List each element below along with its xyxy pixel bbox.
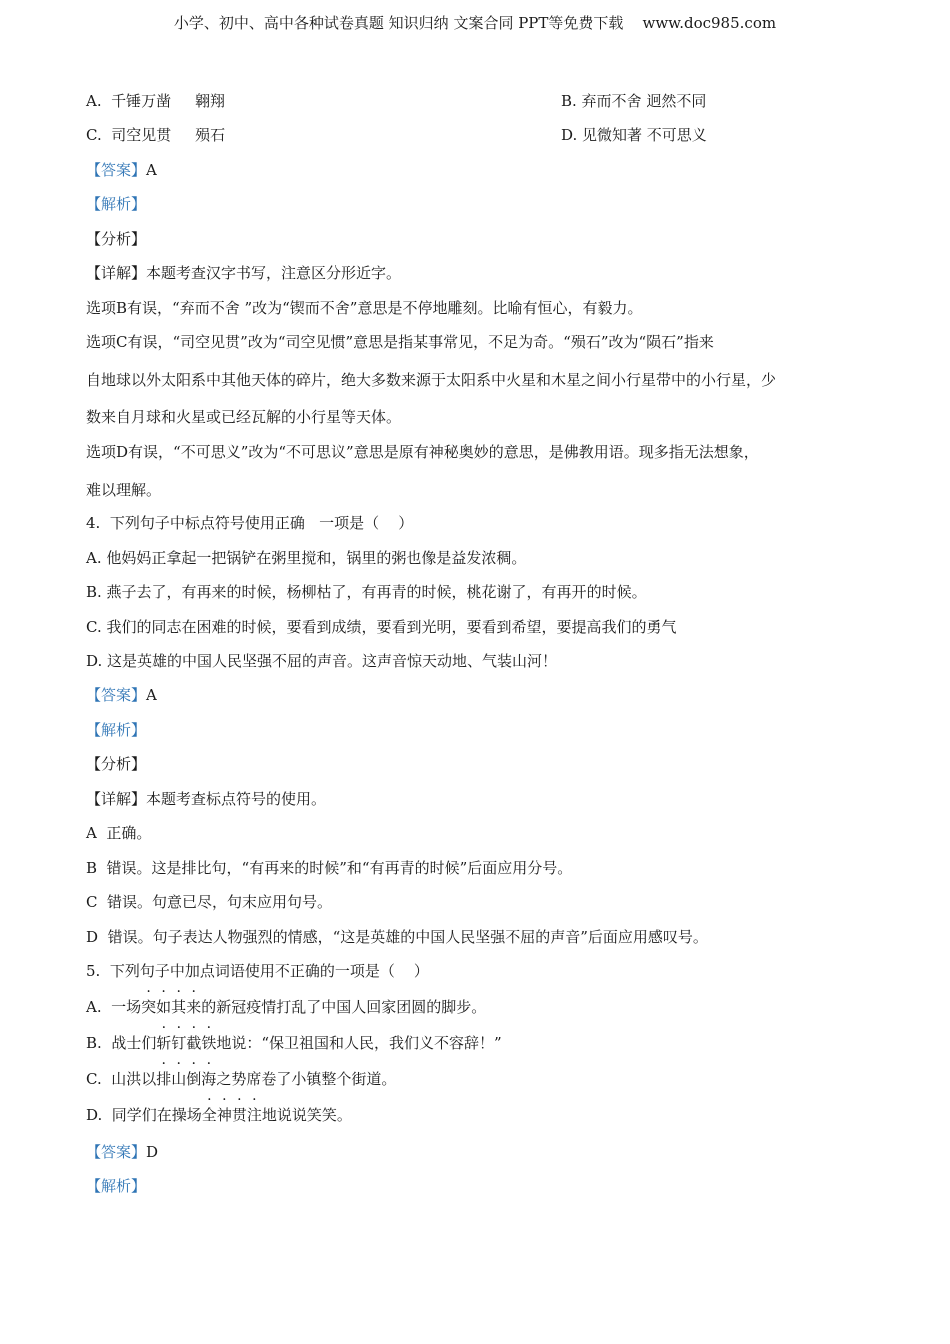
- q5-option-a: [86, 996, 486, 1017]
- q5-answer: [86, 1141, 158, 1162]
- q4-option-d: D. 这是英雄的中国人民坚强不屈的声音。这声音惊天动地、气装山河！: [86, 652, 558, 670]
- emphasis-char: 斩: [156, 1034, 172, 1052]
- answer-value: D: [146, 1143, 159, 1161]
- answer-value: A: [146, 686, 157, 704]
- option-prefix: A. 一场: [86, 998, 142, 1016]
- q3-explanation-line: 数来自月球和火星或已经瓦解的小行星等天体。: [86, 408, 402, 426]
- emphasis-char: 全: [201, 1106, 217, 1124]
- emphasis-char: 排: [156, 1070, 172, 1088]
- emphasis-char: 山: [171, 1070, 187, 1088]
- emphasis-char: 钉: [171, 1034, 187, 1052]
- q3-option-d: D. 见微知著 不可思义: [561, 126, 707, 144]
- q4-explanation-line: B 错误。这是排比句，“有再来的时候”和“有再青的时候”后面应用分号。: [86, 859, 573, 877]
- q4-fenxi-label: 【分析】: [86, 755, 147, 773]
- option-prefix: B. 战士们: [86, 1034, 157, 1052]
- answer-value: A: [146, 161, 157, 179]
- emphasis-char: 海: [201, 1070, 217, 1088]
- detail-text: 本题考查标点符号的使用。: [146, 790, 327, 808]
- option-suffix: 的新冠疫情打乱了中国人回家团圆的脚步。: [201, 998, 487, 1016]
- q4-option-c: C. 我们的同志在困难的时候，要看到成绩，要看到光明，要看到希望，要提高我们的勇气: [86, 618, 677, 636]
- option-suffix: 之势席卷了小镇整个街道。: [216, 1070, 397, 1088]
- option-prefix: D. 同学们在操场: [86, 1106, 202, 1124]
- q4-option-b: B. 燕子去了，有再来的时候，杨柳枯了，有再青的时候，桃花谢了，有再开的时候。: [86, 583, 647, 601]
- emphasis-char: 铁: [201, 1034, 217, 1052]
- option-prefix: C. 山洪以: [86, 1070, 157, 1088]
- emphasis-char: 其: [171, 998, 187, 1016]
- emphasis-char: 来: [186, 998, 202, 1016]
- q3-option-a: A. 千锤万凿 翱翔: [86, 92, 225, 110]
- q3-analysis-label: 【解析】: [86, 195, 147, 213]
- q3-detail: [86, 262, 401, 283]
- emphasis-char: 如: [156, 998, 172, 1016]
- emphasis-char: 截: [186, 1034, 202, 1052]
- dotted-phrase: [202, 1106, 262, 1124]
- detail-text: 本题考查汉字书写，注意区分形近字。: [146, 264, 402, 282]
- q3-option-c: C. 司空见贯 殒石: [86, 126, 226, 144]
- q4-analysis-label: 【解析】: [86, 721, 147, 739]
- q4-detail: [86, 788, 326, 809]
- dotted-phrase: [156, 1034, 216, 1052]
- q5-stem: 5. 下列句子中加点词语使用不正确的一项是（ ）: [86, 962, 429, 980]
- q4-answer: [86, 684, 157, 705]
- q4-explanation-line: A 正确。: [86, 824, 152, 842]
- emphasis-char: 突: [141, 998, 157, 1016]
- q3-option-row-1: [86, 90, 707, 111]
- q3-explanation-line: 选项C有误，“司空见贯”改为“司空见惯”意思是指某事常见，不足为奇。“殒石”改为“陨石”指来: [86, 333, 714, 351]
- option-suffix: 地说说笑笑。: [261, 1106, 352, 1124]
- option-suffix: 地说：“保卫祖国和人民，我们义不容辞！”: [216, 1034, 502, 1052]
- answer-label: 【答案】: [86, 1143, 147, 1161]
- emphasis-char: 神: [216, 1106, 232, 1124]
- q5-option-c: [86, 1068, 396, 1089]
- q4-explanation-line: C 错误。句意已尽，句末应用句号。: [86, 893, 333, 911]
- dotted-phrase: [141, 998, 201, 1016]
- answer-label: 【答案】: [86, 686, 147, 704]
- page-header: 小学、初中、高中各种试卷真题 知识归纳 文案合同 PPT等免费下载 www.doc985.com: [173, 14, 777, 32]
- q3-explanation-line: 选项D有误，“不可思义”改为“不可思议”意思是原有神秘奥妙的意思，是佛教用语。现多指无法想象，: [86, 443, 759, 461]
- q3-fenxi-label: 【分析】: [86, 230, 147, 248]
- q5-analysis-label: 【解析】: [86, 1177, 147, 1195]
- q3-option-b: B. 弃而不舍 迥然不同: [561, 92, 707, 110]
- q5-option-b: [86, 1032, 502, 1053]
- emphasis-char: 贯: [231, 1106, 247, 1124]
- q4-explanation-line: D 错误。句子表达人物强烈的情感，“这是英雄的中国人民坚强不屈的声音”后面应用感叹号。: [86, 928, 708, 946]
- q3-option-row-2: [86, 124, 707, 145]
- detail-label: 【详解】: [86, 264, 147, 282]
- emphasis-char: 倒: [186, 1070, 202, 1088]
- answer-label: 【答案】: [86, 161, 147, 179]
- emphasis-char: 注: [246, 1106, 262, 1124]
- detail-label: 【详解】: [86, 790, 147, 808]
- q4-option-a: A. 他妈妈正拿起一把锅铲在粥里搅和，锅里的粥也像是益发浓稠。: [86, 549, 527, 567]
- q3-explanation-line: 难以理解。: [86, 481, 162, 499]
- q5-option-d: [86, 1104, 352, 1125]
- q3-explanation-line: 选项B有误，“弃而不舍 ”改为“锲而不舍”意思是不停地雕刻。比喻有恒心，有毅力。: [86, 299, 643, 317]
- q3-explanation-line: 自地球以外太阳系中其他天体的碎片，绝大多数来源于太阳系中火星和木星之间小行星带中的小行星，少: [86, 371, 777, 389]
- q3-answer: [86, 159, 157, 180]
- dotted-phrase: [156, 1070, 216, 1088]
- q4-stem: 4. 下列句子中标点符号使用正确 一项是（ ）: [86, 514, 414, 532]
